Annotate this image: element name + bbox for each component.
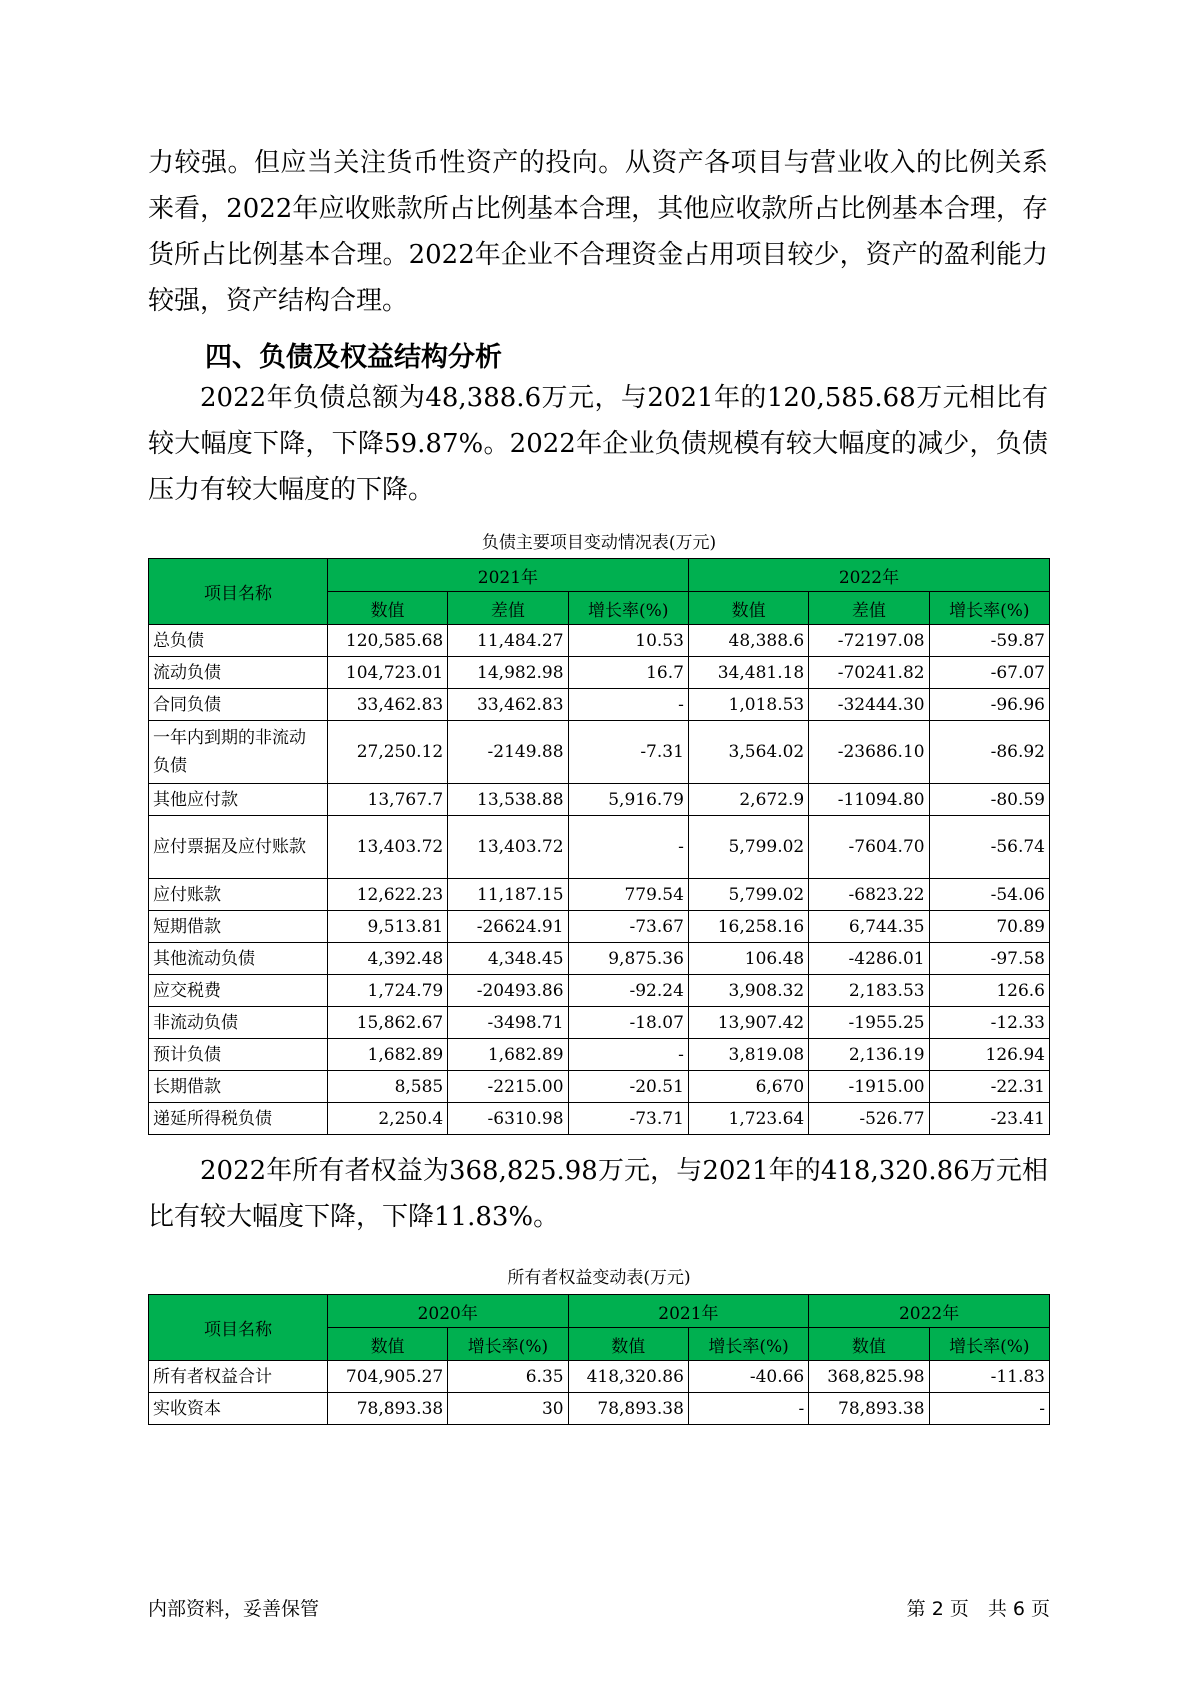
liability-table-cell: 33,462.83: [448, 689, 568, 721]
liability-table-cell: 70.89: [929, 911, 1049, 943]
liability-table-row: [149, 625, 1050, 657]
liability-table-cell: 120,585.68: [327, 625, 447, 657]
liability-table-row: [149, 721, 1050, 784]
equity-table-cell: 78,893.38: [327, 1393, 447, 1425]
liability-table-cell: 6,744.35: [809, 911, 929, 943]
liability-table-row-name: 应交税费: [149, 975, 328, 1007]
equity-table-cell: 6.35: [448, 1361, 568, 1393]
liability-table-cell: -2149.88: [448, 721, 568, 784]
liability-table-cell: 2,183.53: [809, 975, 929, 1007]
liability-table-row-name: 长期借款: [149, 1071, 328, 1103]
liability-table-cell: -12.33: [929, 1007, 1049, 1039]
liability-table-row-name: 其他应付款: [149, 784, 328, 816]
liability-table-cell: -80.59: [929, 784, 1049, 816]
section-heading: 四、负债及权益结构分析: [205, 342, 502, 373]
liability-table-cell: 27,250.12: [327, 721, 447, 784]
liability-table-cell: 12,622.23: [327, 879, 447, 911]
liability-table-row: [149, 1007, 1050, 1039]
liability-table-row: [149, 911, 1050, 943]
liability-table-cell: -11094.80: [809, 784, 929, 816]
equity-paragraph: 2022年所有者权益为368,825.98万元，与2021年的418,320.86万元相比有较大幅度下降，下降11.83%。: [148, 1156, 1048, 1232]
liability-table-cell: -20493.86: [448, 975, 568, 1007]
liability-table-cell: 13,403.72: [448, 816, 568, 879]
equity-header-year-2020: 2020年: [327, 1295, 568, 1328]
liability-table-cell: 4,392.48: [327, 943, 447, 975]
liability-table-cell: 11,187.15: [448, 879, 568, 911]
equity-table-cell: -11.83: [929, 1361, 1049, 1393]
footer-page-number: 第 2 页 共 6 页: [906, 1598, 1050, 1620]
liability-table-cell: -23686.10: [809, 721, 929, 784]
liability-table-cell: -7.31: [568, 721, 688, 784]
equity-table-cell: 418,320.86: [568, 1361, 688, 1393]
liability-table-cell: 5,799.02: [688, 879, 808, 911]
liability-subheader: 差值: [809, 592, 929, 625]
liability-table-cell: 106.48: [688, 943, 808, 975]
equity-table-row: [149, 1361, 1050, 1393]
liability-table-cell: 48,388.6: [688, 625, 808, 657]
liability-table-row-name: 非流动负债: [149, 1007, 328, 1039]
liability-table-row: [149, 657, 1050, 689]
liability-table-cell: -2215.00: [448, 1071, 568, 1103]
liability-table-cell: 13,907.42: [688, 1007, 808, 1039]
liability-table-cell: -7604.70: [809, 816, 929, 879]
liability-table-cell: 13,767.7: [327, 784, 447, 816]
liability-table-row: [149, 784, 1050, 816]
liability-table-cell: -73.67: [568, 911, 688, 943]
liability-table-cell: -97.58: [929, 943, 1049, 975]
liability-table-cell: 126.94: [929, 1039, 1049, 1071]
equity-table-cell: 704,905.27: [327, 1361, 447, 1393]
liability-table-cell: 104,723.01: [327, 657, 447, 689]
liability-table-cell: -3498.71: [448, 1007, 568, 1039]
liability-subheader: 增长率(%): [929, 592, 1049, 625]
liability-table-cell: -86.92: [929, 721, 1049, 784]
liability-table-cell: 13,538.88: [448, 784, 568, 816]
liability-table-cell: -67.07: [929, 657, 1049, 689]
liability-table-cell: -6310.98: [448, 1103, 568, 1135]
liability-table-cell: 4,348.45: [448, 943, 568, 975]
equity-subheader: 增长率(%): [448, 1328, 568, 1361]
liability-table-cell: 34,481.18: [688, 657, 808, 689]
liability-table-row: [149, 1103, 1050, 1135]
liability-table-row-name: 流动负债: [149, 657, 328, 689]
liability-table: [148, 558, 1050, 1135]
equity-table: [148, 1294, 1050, 1425]
liability-table-cell: -96.96: [929, 689, 1049, 721]
equity-table-row-name: 实收资本: [149, 1393, 328, 1425]
liability-table-cell: -54.06: [929, 879, 1049, 911]
liability-table-cell: 2,136.19: [809, 1039, 929, 1071]
liability-table-cell: 9,513.81: [327, 911, 447, 943]
equity-header-year-2022: 2022年: [809, 1295, 1050, 1328]
liability-table-cell: 8,585: [327, 1071, 447, 1103]
liability-table-cell: 13,403.72: [327, 816, 447, 879]
liability-table-cell: 1,018.53: [688, 689, 808, 721]
liability-table-cell: -: [568, 689, 688, 721]
liability-table-cell: 1,724.79: [327, 975, 447, 1007]
liability-table-cell: -23.41: [929, 1103, 1049, 1135]
liability-table-cell: -6823.22: [809, 879, 929, 911]
liability-header-year-2021: 2021年: [327, 559, 688, 592]
liability-table-cell: -73.71: [568, 1103, 688, 1135]
equity-subheader: 增长率(%): [929, 1328, 1049, 1361]
liability-header-item-name: 项目名称: [149, 559, 328, 625]
liability-subheader: 增长率(%): [568, 592, 688, 625]
liability-table-cell: -20.51: [568, 1071, 688, 1103]
liability-table-cell: 16,258.16: [688, 911, 808, 943]
liability-table-cell: 1,682.89: [327, 1039, 447, 1071]
liability-table-cell: 5,799.02: [688, 816, 808, 879]
liability-table-cell: -72197.08: [809, 625, 929, 657]
liability-table-row-name: 一年内到期的非流动负债: [149, 721, 328, 784]
equity-subheader: 数值: [809, 1328, 929, 1361]
liability-table-cell: 779.54: [568, 879, 688, 911]
equity-table-cell: 78,893.38: [809, 1393, 929, 1425]
liability-table-cell: 9,875.36: [568, 943, 688, 975]
liability-table-cell: -18.07: [568, 1007, 688, 1039]
equity-table-row-name: 所有者权益合计: [149, 1361, 328, 1393]
liability-table-row-name: 短期借款: [149, 911, 328, 943]
liability-table-row: [149, 943, 1050, 975]
liabilities-paragraph: 2022年负债总额为48,388.6万元，与2021年的120,585.68万元相比有较大幅度下降，下降59.87%。2022年企业负债规模有较大幅度的减少，负债压力有较大幅度的下降。: [148, 383, 1048, 505]
liability-table-cell: -: [568, 816, 688, 879]
liability-table-cell: -59.87: [929, 625, 1049, 657]
liability-table-row: [149, 975, 1050, 1007]
liability-table-cell: -1955.25: [809, 1007, 929, 1039]
liability-table-row-name: 其他流动负债: [149, 943, 328, 975]
equity-table-cell: -: [929, 1393, 1049, 1425]
liability-table-cell: 126.6: [929, 975, 1049, 1007]
liability-table-cell: -: [568, 1039, 688, 1071]
liability-table-cell: -56.74: [929, 816, 1049, 879]
equity-subheader: 增长率(%): [688, 1328, 808, 1361]
liability-table-cell: 1,682.89: [448, 1039, 568, 1071]
liability-header-year-2022: 2022年: [688, 559, 1049, 592]
equity-header-item-name: 项目名称: [149, 1295, 328, 1361]
liability-table-row-name: 递延所得税负债: [149, 1103, 328, 1135]
equity-table-cell: -40.66: [688, 1361, 808, 1393]
liability-table-cell: 14,982.98: [448, 657, 568, 689]
liability-table-row-name: 应付账款: [149, 879, 328, 911]
liability-table-row: [149, 879, 1050, 911]
liability-table-cell: 3,819.08: [688, 1039, 808, 1071]
liability-table-row-name: 应付票据及应付账款: [149, 816, 328, 879]
liability-table-row-name: 总负债: [149, 625, 328, 657]
equity-table-row: [149, 1393, 1050, 1425]
equity-subheader: 数值: [327, 1328, 447, 1361]
equity-table-caption: 所有者权益变动表(万元): [507, 1268, 691, 1288]
equity-table-cell: 368,825.98: [809, 1361, 929, 1393]
liability-subheader: 数值: [688, 592, 808, 625]
liability-table-cell: 5,916.79: [568, 784, 688, 816]
liability-table-cell: -1915.00: [809, 1071, 929, 1103]
liability-table-cell: 2,672.9: [688, 784, 808, 816]
liability-table-row: [149, 816, 1050, 879]
equity-table-cell: -: [688, 1393, 808, 1425]
equity-subheader: 数值: [568, 1328, 688, 1361]
liability-table-row-name: 合同负债: [149, 689, 328, 721]
liability-table-cell: 3,564.02: [688, 721, 808, 784]
liability-table-cell: -26624.91: [448, 911, 568, 943]
liability-table-cell: 6,670: [688, 1071, 808, 1103]
liability-table-row: [149, 689, 1050, 721]
equity-table-cell: 78,893.38: [568, 1393, 688, 1425]
liability-table-cell: -4286.01: [809, 943, 929, 975]
liability-table-cell: -32444.30: [809, 689, 929, 721]
liability-table-cell: 2,250.4: [327, 1103, 447, 1135]
liability-table-cell: -22.31: [929, 1071, 1049, 1103]
liability-table-caption: 负债主要项目变动情况表(万元): [481, 533, 717, 553]
liability-table-cell: -526.77: [809, 1103, 929, 1135]
liability-table-cell: -92.24: [568, 975, 688, 1007]
liability-table-cell: 3,908.32: [688, 975, 808, 1007]
liability-table-cell: -70241.82: [809, 657, 929, 689]
liability-table-row: [149, 1039, 1050, 1071]
liability-table-cell: 33,462.83: [327, 689, 447, 721]
liability-table-cell: 10.53: [568, 625, 688, 657]
equity-table-cell: 30: [448, 1393, 568, 1425]
liability-table-cell: 11,484.27: [448, 625, 568, 657]
equity-header-year-2021: 2021年: [568, 1295, 809, 1328]
liability-table-cell: 15,862.67: [327, 1007, 447, 1039]
footer-confidential-note: 内部资料，妥善保管: [148, 1598, 320, 1620]
intro-paragraph: 力较强。但应当关注货币性资产的投向。从资产各项目与营业收入的比例关系来看，2022年应收账款所占比例基本合理，其他应收款所占比例基本合理，存货所占比例基本合理。2022年企业不合理资金占用项目较少，资产的盈利能力较强，资产结构合理。: [148, 148, 1048, 316]
liability-subheader: 数值: [327, 592, 447, 625]
liability-table-row: [149, 1071, 1050, 1103]
liability-table-row-name: 预计负债: [149, 1039, 328, 1071]
liability-table-cell: 1,723.64: [688, 1103, 808, 1135]
liability-table-cell: 16.7: [568, 657, 688, 689]
liability-subheader: 差值: [448, 592, 568, 625]
